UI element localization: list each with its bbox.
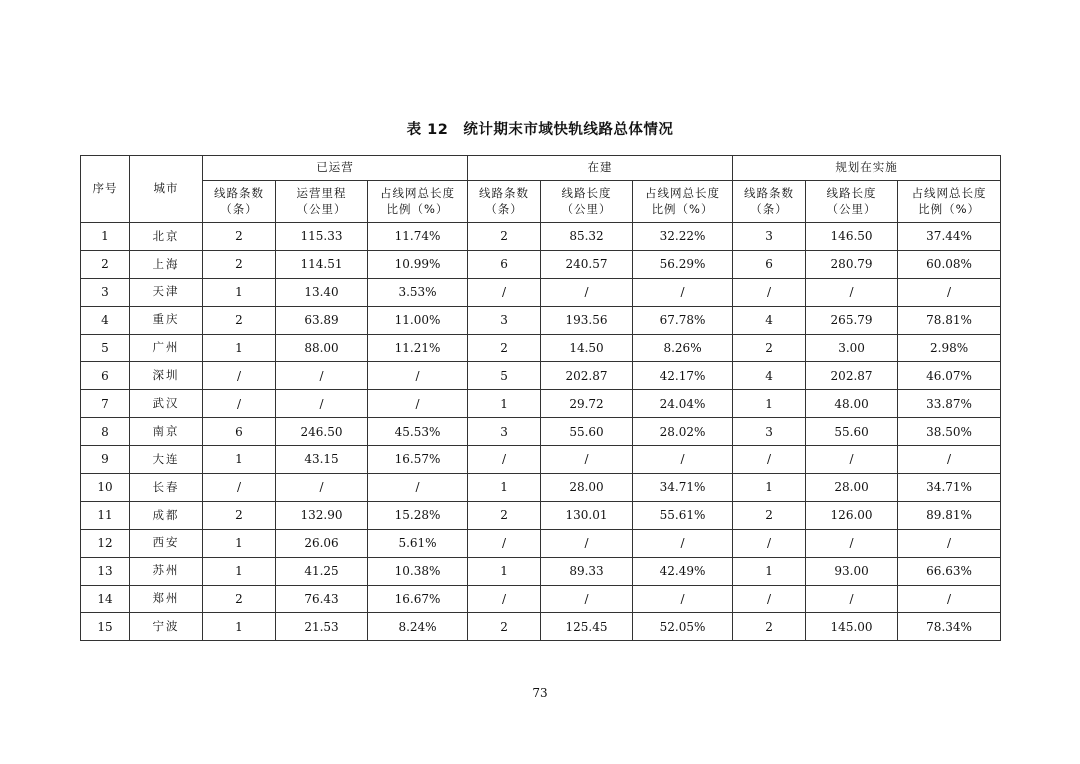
value-cell: / [468, 585, 541, 613]
value-cell: 28.00 [806, 474, 898, 502]
value-cell: 1 [203, 613, 276, 641]
value-cell: / [806, 529, 898, 557]
table-row [81, 250, 1001, 278]
sub-header-line2: 比例（%） [918, 201, 981, 216]
table-row [81, 390, 1001, 418]
value-cell: / [633, 446, 733, 474]
value-cell: 10.38% [368, 557, 468, 585]
value-cell: 29.72 [541, 390, 633, 418]
value-cell: / [541, 585, 633, 613]
value-cell: 5.61% [368, 529, 468, 557]
value-cell: 15.28% [368, 501, 468, 529]
city-cell: 重庆 [130, 306, 203, 334]
value-cell: 88.00 [276, 334, 368, 362]
page-number: 73 [532, 686, 548, 700]
value-cell: / [368, 362, 468, 390]
value-cell: 1 [203, 278, 276, 306]
value-cell: 126.00 [806, 501, 898, 529]
value-cell: 2 [468, 334, 541, 362]
value-cell: / [633, 585, 733, 613]
value-cell: 45.53% [368, 418, 468, 446]
value-cell: / [898, 446, 1001, 474]
value-cell: 46.07% [898, 362, 1001, 390]
sub-header-line2: （公里） [296, 201, 347, 216]
seq-cell: 12 [81, 529, 130, 557]
header-group-planned: 规划在实施 [733, 156, 1001, 181]
value-cell: 145.00 [806, 613, 898, 641]
sub-header-cell [633, 181, 733, 223]
value-cell: 3.00 [806, 334, 898, 362]
value-cell: 60.08% [898, 250, 1001, 278]
sub-header-line2: （公里） [561, 201, 612, 216]
sub-header-line1: 占线网总长度 [645, 185, 721, 200]
value-cell: / [898, 529, 1001, 557]
sub-header-line2: （条） [220, 201, 258, 216]
city-cell: 西安 [130, 529, 203, 557]
value-cell: / [276, 474, 368, 502]
value-cell: / [541, 529, 633, 557]
seq-cell: 8 [81, 418, 130, 446]
value-cell: 4 [733, 306, 806, 334]
value-cell: 11.74% [368, 223, 468, 251]
value-cell: / [203, 390, 276, 418]
sub-header-cell [276, 181, 368, 223]
seq-cell: 1 [81, 223, 130, 251]
seq-cell: 13 [81, 557, 130, 585]
seq-cell: 5 [81, 334, 130, 362]
sub-header-cell [203, 181, 276, 223]
value-cell: 93.00 [806, 557, 898, 585]
value-cell: 2 [468, 501, 541, 529]
value-cell: 1 [468, 557, 541, 585]
header-group-under-construction: 在建 [468, 156, 733, 181]
sub-header-cell [468, 181, 541, 223]
value-cell: 42.17% [633, 362, 733, 390]
value-cell: 240.57 [541, 250, 633, 278]
table-body [81, 223, 1001, 641]
value-cell: / [898, 278, 1001, 306]
value-cell: 26.06 [276, 529, 368, 557]
city-cell: 深圳 [130, 362, 203, 390]
city-cell: 武汉 [130, 390, 203, 418]
value-cell: 13.40 [276, 278, 368, 306]
value-cell: 89.33 [541, 557, 633, 585]
sub-header-cell [733, 181, 806, 223]
value-cell: / [468, 446, 541, 474]
value-cell: 280.79 [806, 250, 898, 278]
seq-cell: 7 [81, 390, 130, 418]
seq-cell: 11 [81, 501, 130, 529]
value-cell: 11.21% [368, 334, 468, 362]
value-cell: 1 [203, 446, 276, 474]
sub-header-line2: 比例（%） [386, 201, 449, 216]
sub-header-line2: （条） [750, 201, 788, 216]
value-cell: 52.05% [633, 613, 733, 641]
value-cell: 114.51 [276, 250, 368, 278]
value-cell: 37.44% [898, 223, 1001, 251]
value-cell: 55.60 [806, 418, 898, 446]
table-row [81, 418, 1001, 446]
value-cell: 76.43 [276, 585, 368, 613]
city-cell: 广州 [130, 334, 203, 362]
table-row [81, 223, 1001, 251]
value-cell: 34.71% [898, 474, 1001, 502]
value-cell: 115.33 [276, 223, 368, 251]
value-cell: 1 [203, 557, 276, 585]
sub-header-line1: 运营里程 [296, 185, 347, 200]
value-cell: / [368, 390, 468, 418]
value-cell: 125.45 [541, 613, 633, 641]
table-caption: 表 12 统计期末市域快轨线路总体情况 [406, 122, 674, 138]
table-row [81, 529, 1001, 557]
value-cell: 6 [468, 250, 541, 278]
value-cell: 4 [733, 362, 806, 390]
table-row [81, 306, 1001, 334]
sub-header-cell [898, 181, 1001, 223]
seq-cell: 14 [81, 585, 130, 613]
table-row [81, 334, 1001, 362]
value-cell: 3.53% [368, 278, 468, 306]
table-row [81, 501, 1001, 529]
sub-header-line1: 线路条数 [479, 185, 530, 200]
sub-header-line2: （公里） [826, 201, 877, 216]
value-cell: 55.61% [633, 501, 733, 529]
value-cell: 1 [203, 529, 276, 557]
value-cell: 130.01 [541, 501, 633, 529]
value-cell: 2 [733, 334, 806, 362]
value-cell: 2.98% [898, 334, 1001, 362]
value-cell: 2 [203, 223, 276, 251]
express-rail-table [80, 155, 1001, 641]
value-cell: 43.15 [276, 446, 368, 474]
value-cell: 34.71% [633, 474, 733, 502]
value-cell: 193.56 [541, 306, 633, 334]
value-cell: / [806, 278, 898, 306]
table-row [81, 278, 1001, 306]
sub-header-line1: 线路条数 [214, 185, 264, 200]
value-cell: 85.32 [541, 223, 633, 251]
value-cell: / [541, 446, 633, 474]
city-cell: 北京 [130, 223, 203, 251]
value-cell: / [276, 362, 368, 390]
sub-header-cell [368, 181, 468, 223]
city-cell: 长春 [130, 474, 203, 502]
value-cell: / [468, 278, 541, 306]
sub-header-line1: 线路长度 [561, 185, 612, 200]
table-row [81, 585, 1001, 613]
city-cell: 宁波 [130, 613, 203, 641]
table-row [81, 613, 1001, 641]
sub-header-row [81, 181, 1001, 223]
value-cell: / [541, 278, 633, 306]
header-city: 城市 [130, 156, 203, 223]
value-cell: 32.22% [633, 223, 733, 251]
value-cell: 2 [203, 250, 276, 278]
value-cell: 5 [468, 362, 541, 390]
value-cell: 2 [203, 306, 276, 334]
value-cell: 6 [733, 250, 806, 278]
value-cell: 33.87% [898, 390, 1001, 418]
city-cell: 大连 [130, 446, 203, 474]
value-cell: 16.57% [368, 446, 468, 474]
value-cell: 2 [468, 223, 541, 251]
value-cell: 48.00 [806, 390, 898, 418]
value-cell: 10.99% [368, 250, 468, 278]
value-cell: / [806, 585, 898, 613]
value-cell: 14.50 [541, 334, 633, 362]
value-cell: / [633, 278, 733, 306]
seq-cell: 15 [81, 613, 130, 641]
value-cell: / [898, 585, 1001, 613]
sub-header-line2: （条） [485, 201, 523, 216]
city-cell: 成都 [130, 501, 203, 529]
value-cell: 2 [733, 501, 806, 529]
value-cell: / [203, 474, 276, 502]
city-cell: 上海 [130, 250, 203, 278]
value-cell: 2 [203, 501, 276, 529]
value-cell: / [733, 278, 806, 306]
value-cell: 78.34% [898, 613, 1001, 641]
value-cell: 78.81% [898, 306, 1001, 334]
value-cell: 2 [468, 613, 541, 641]
sub-header-line1: 线路条数 [744, 185, 795, 200]
value-cell: / [806, 446, 898, 474]
sub-header-line1: 占线网总长度 [911, 185, 987, 200]
value-cell: 246.50 [276, 418, 368, 446]
value-cell: 132.90 [276, 501, 368, 529]
table-row [81, 474, 1001, 502]
value-cell: / [203, 362, 276, 390]
sub-header-line1: 线路长度 [826, 185, 877, 200]
value-cell: 42.49% [633, 557, 733, 585]
value-cell: 3 [733, 223, 806, 251]
value-cell: 3 [733, 418, 806, 446]
value-cell: 1 [733, 390, 806, 418]
value-cell: 2 [203, 585, 276, 613]
value-cell: 16.67% [368, 585, 468, 613]
value-cell: 24.04% [633, 390, 733, 418]
value-cell: 3 [468, 418, 541, 446]
seq-cell: 10 [81, 474, 130, 502]
value-cell: 146.50 [806, 223, 898, 251]
value-cell: / [733, 529, 806, 557]
sub-header-cell [541, 181, 633, 223]
value-cell: 89.81% [898, 501, 1001, 529]
table-row [81, 446, 1001, 474]
value-cell: / [633, 529, 733, 557]
value-cell: 21.53 [276, 613, 368, 641]
city-cell: 天津 [130, 278, 203, 306]
city-cell: 南京 [130, 418, 203, 446]
header-group-operating: 已运营 [203, 156, 468, 181]
value-cell: 66.63% [898, 557, 1001, 585]
value-cell: 38.50% [898, 418, 1001, 446]
sub-header-line1: 占线网总长度 [380, 185, 455, 200]
value-cell: 1 [733, 557, 806, 585]
value-cell: 1 [733, 474, 806, 502]
value-cell: 2 [733, 613, 806, 641]
seq-cell: 4 [81, 306, 130, 334]
seq-cell: 3 [81, 278, 130, 306]
value-cell: / [733, 446, 806, 474]
seq-cell: 2 [81, 250, 130, 278]
value-cell: 6 [203, 418, 276, 446]
value-cell: / [368, 474, 468, 502]
value-cell: 265.79 [806, 306, 898, 334]
value-cell: 63.89 [276, 306, 368, 334]
value-cell: 8.26% [633, 334, 733, 362]
value-cell: 1 [468, 390, 541, 418]
value-cell: 8.24% [368, 613, 468, 641]
value-cell: 56.29% [633, 250, 733, 278]
value-cell: 202.87 [806, 362, 898, 390]
header-seq: 序号 [81, 156, 130, 223]
value-cell: 202.87 [541, 362, 633, 390]
value-cell: 55.60 [541, 418, 633, 446]
city-cell: 苏州 [130, 557, 203, 585]
sub-header-cell [806, 181, 898, 223]
sub-header-line2: 比例（%） [651, 201, 714, 216]
value-cell: 28.00 [541, 474, 633, 502]
value-cell: / [276, 390, 368, 418]
table-row [81, 362, 1001, 390]
value-cell: 67.78% [633, 306, 733, 334]
value-cell: / [733, 585, 806, 613]
value-cell: 3 [468, 306, 541, 334]
value-cell: 41.25 [276, 557, 368, 585]
value-cell: 1 [203, 334, 276, 362]
value-cell: / [468, 529, 541, 557]
city-cell: 郑州 [130, 585, 203, 613]
table-row [81, 557, 1001, 585]
seq-cell: 9 [81, 446, 130, 474]
value-cell: 11.00% [368, 306, 468, 334]
value-cell: 28.02% [633, 418, 733, 446]
seq-cell: 6 [81, 362, 130, 390]
value-cell: 1 [468, 474, 541, 502]
